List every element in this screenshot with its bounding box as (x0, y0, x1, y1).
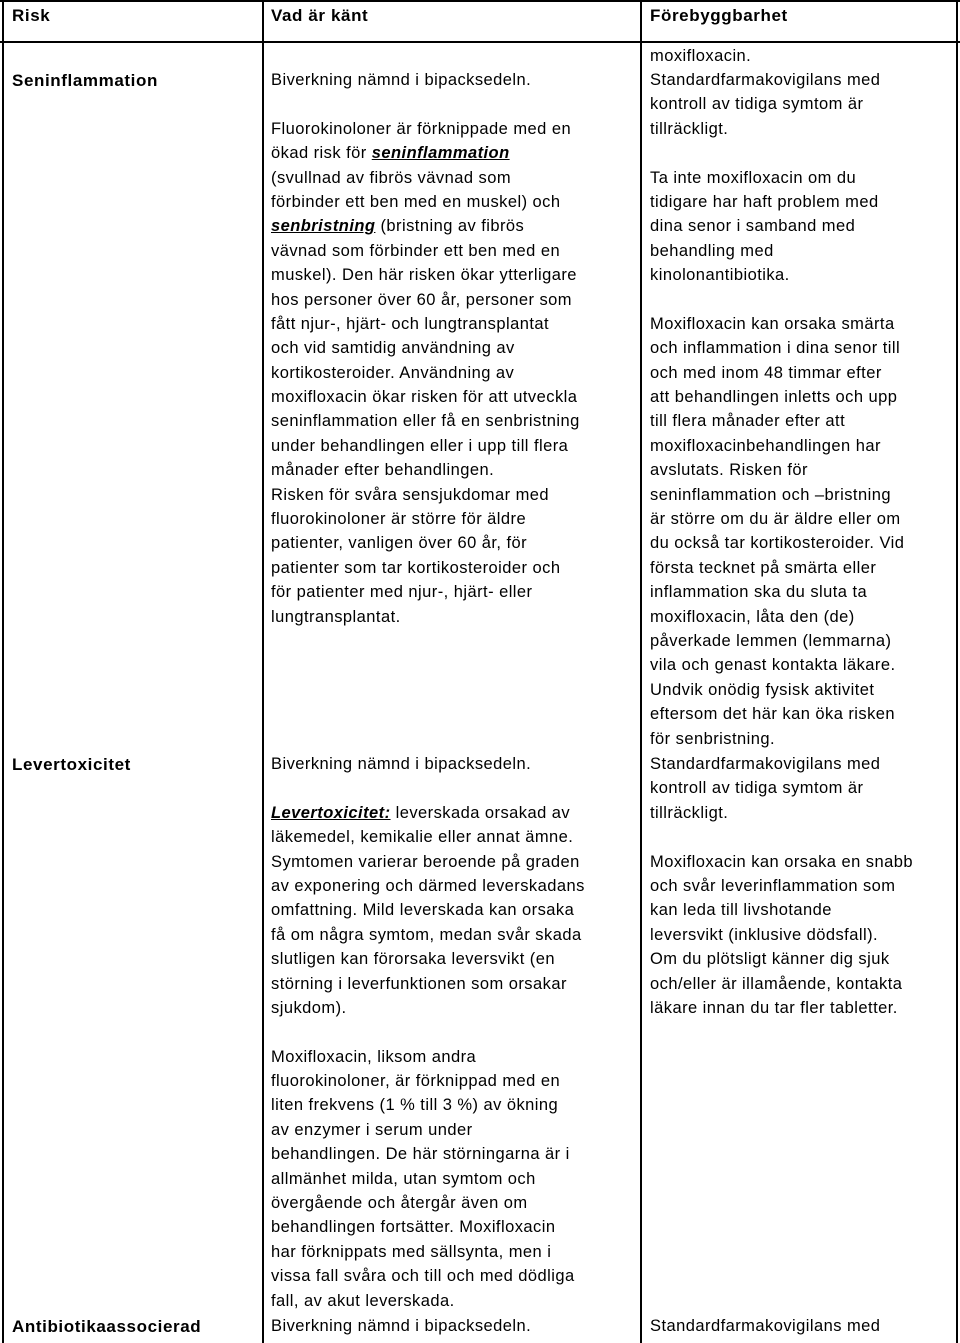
text-line: moxifloxacin, låta den (de) (650, 607, 855, 626)
risk-label-levertoxicitet: Levertoxicitet (12, 755, 131, 774)
text-line: första tecknet på smärta eller (650, 558, 877, 577)
text-line: påverkade lemmen (lemmarna) (650, 631, 892, 650)
text-line: tillräckligt. (650, 803, 729, 822)
text-line: läkare innan du tar fler tabletter. (650, 998, 898, 1017)
text-line: allmänhet milda, utan symtom och (271, 1169, 536, 1188)
prevent-continuation: moxifloxacin. (650, 47, 752, 65)
table-border-top (0, 0, 960, 2)
text-line: Standardfarmakovigilans med (650, 1317, 881, 1335)
text-line: vila och genast kontakta läkare. (650, 656, 896, 675)
known-cell-levertoxicitet (271, 752, 585, 1313)
text-line: Symtomen varierar beroende på graden (271, 852, 580, 871)
text-line: seninflammation och –bristning (650, 485, 891, 504)
header-divider (0, 41, 960, 43)
known-cell-seninflammation (271, 68, 580, 629)
risk-label-seninflammation: Seninflammation (12, 71, 158, 90)
text-line: Om du plötsligt känner dig sjuk (650, 950, 890, 969)
text-line: leversvikt (inklusive dödsfall). (650, 925, 879, 944)
text-line: senbristning (bristning av fibrös (271, 217, 525, 236)
column-divider-2 (640, 0, 642, 1343)
text-line: och/eller är illamående, kontakta (650, 974, 903, 993)
risk-label-antibiotikaassocierad: Antibiotikaassocierad (12, 1317, 202, 1336)
text-line: (svullnad av fibrös vävnad som (271, 168, 512, 187)
text-line: behandlingen fortsätter. Moxifloxacin (271, 1218, 556, 1237)
text-line: är större om du är äldre eller om (650, 510, 901, 529)
text-line: vävnad som förbinder ett ben med en (271, 241, 561, 260)
text-line: tillräckligt. (650, 119, 729, 138)
text-line: Undvik onödig fysisk aktivitet (650, 680, 875, 699)
text-line: för senbristning. (650, 729, 776, 748)
text-line: att behandlingen inletts och upp (650, 388, 898, 407)
text-line: patienter som tar kortikosteroider och (271, 558, 561, 577)
text-line (271, 92, 580, 116)
known-cell-antibiotikaassocierad (271, 1314, 531, 1338)
text-line: och svår leverinflammation som (650, 876, 896, 895)
text-line: Moxifloxacin kan orsaka en snabb (650, 852, 913, 871)
text-line (271, 1020, 585, 1044)
text-line: sjukdom). (271, 998, 347, 1017)
table-border-right (956, 0, 958, 1343)
header-prevent: Förebyggbarhet (650, 6, 788, 25)
defined-term: senbristning (271, 217, 376, 236)
text-line: Risken för svåra sensjukdomar med (271, 485, 550, 504)
text-line: muskel). Den här risken ökar ytterligare (271, 266, 577, 285)
text-line: patienter, vanligen över 60 år, för (271, 534, 528, 553)
header-risk: Risk (12, 6, 51, 25)
text-line (650, 825, 913, 849)
prevent-cell-levertoxicitet (650, 752, 913, 1020)
text-line: liten frekvens (1 % till 3 %) av ökning (271, 1096, 559, 1115)
text-line: hos personer över 60 år, personer som (271, 290, 572, 309)
text-line: kortikosteroider. Användning av (271, 363, 515, 382)
text-line: Biverkning nämnd i bipacksedeln. (271, 755, 532, 773)
text-line: fluorokinoloner, är förknippad med en (271, 1072, 561, 1091)
text-line: moxifloxacin ökar risken för att utveckla (271, 388, 578, 407)
text-line: vissa fall svåra och till och med dödliga (271, 1267, 575, 1286)
text-line: seninflammation eller få en senbristning (271, 412, 580, 431)
defined-term: seninflammation (371, 144, 510, 163)
text-line: Moxifloxacin, liksom andra (271, 1047, 477, 1066)
text-line: Biverkning nämnd i bipacksedeln. (271, 1317, 532, 1335)
text-line: av enzymer i serum under (271, 1120, 473, 1139)
text-line: få om några symtom, medan svår skada (271, 925, 582, 944)
text-line: för patienter med njur-, hjärt- eller (271, 583, 533, 602)
column-divider-1 (262, 0, 264, 1343)
text-line: Fluorokinoloner är förknippade med en (271, 119, 572, 138)
text-line: av exponering och därmed leverskadans (271, 876, 585, 895)
text-line: fall, av akut leverskada. (271, 1291, 455, 1310)
prevent-cell-seninflammation (650, 68, 904, 751)
defined-term: Levertoxicitet: (271, 803, 391, 822)
text-line: och vid samtidig användning av (271, 339, 515, 358)
text-line: under behandlingen eller i upp till flera (271, 436, 569, 455)
text-line: till flera månader efter att (650, 412, 846, 431)
text-line: ökad risk för seninflammation (271, 144, 510, 163)
text-line: Moxifloxacin kan orsaka smärta (650, 314, 895, 333)
text-line: kan leda till livshotande (650, 901, 832, 920)
prevent-cell-antibiotikaassocierad (650, 1314, 880, 1338)
text-line: Levertoxicitet: leverskada orsakad av (271, 803, 571, 822)
text-line: och med inom 48 timmar efter (650, 363, 882, 382)
text-line: förbinder ett ben med en muskel) och (271, 192, 561, 211)
text-line: Standardfarmakovigilans med (650, 71, 881, 89)
text-line (650, 141, 904, 165)
text-line: kinolonantibiotika. (650, 266, 790, 285)
text-line: tidigare har haft problem med (650, 192, 879, 211)
text-line: störning i leverfunktionen som orsakar (271, 974, 567, 993)
text-line: behandling med (650, 241, 774, 260)
text-line: fått njur-, hjärt- och lungtransplantat (271, 314, 550, 333)
text-line: eftersom det här kan öka risken (650, 705, 896, 724)
text-line: du också tar kortikosteroider. Vid (650, 534, 905, 553)
text-line: omfattning. Mild leverskada kan orsaka (271, 901, 575, 920)
text-line: och inflammation i dina senor till (650, 339, 901, 358)
text-line: slutligen kan förorsaka leversvikt (en (271, 950, 555, 969)
text-line: inflammation ska du sluta ta (650, 583, 868, 602)
text-line: behandlingen. De här störningarna är i (271, 1145, 570, 1164)
text-line: kontroll av tidiga symtom är (650, 779, 864, 798)
text-line: övergående och återgår även om (271, 1194, 528, 1213)
text-line: dina senor i samband med (650, 217, 856, 236)
text-line: fluorokinoloner är större för äldre (271, 510, 527, 529)
text-line: lungtransplantat. (271, 607, 401, 626)
text-line (271, 776, 585, 800)
text-line: moxifloxacinbehandlingen har (650, 436, 881, 455)
table-border-left (2, 0, 4, 1343)
text-line (650, 288, 904, 312)
text-line: har förknippats med sällsynta, men i (271, 1242, 552, 1261)
text-line: månader efter behandlingen. (271, 461, 495, 480)
text-line: avslutats. Risken för (650, 461, 809, 480)
text-line: läkemedel, kemikalie eller annat ämne. (271, 828, 574, 847)
text-line: Ta inte moxifloxacin om du (650, 168, 857, 187)
header-known: Vad är känt (271, 6, 369, 25)
text-line: kontroll av tidiga symtom är (650, 95, 864, 114)
text-line: Biverkning nämnd i bipacksedeln. (271, 71, 532, 89)
text-line: Standardfarmakovigilans med (650, 755, 881, 773)
